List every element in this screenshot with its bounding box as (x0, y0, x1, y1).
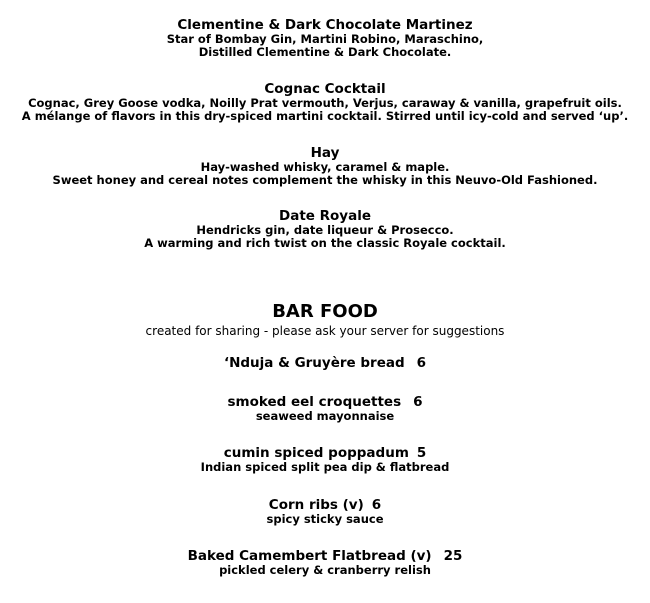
cocktail-ingredients: Star of Bombay Gin, Martini Robino, Maraschino, (166, 32, 484, 46)
cocktail-description: Sweet honey and cereal notes complement the whisky in this Neuvo-Old Fashioned. (52, 173, 598, 187)
food-item (0, 497, 650, 513)
section-title: BAR FOOD (272, 301, 378, 322)
cocktail-ingredients: Distilled Clementine & Dark Chocolate. (198, 45, 452, 59)
food-item-name: ‘Nduja & Gruyère bread (223, 355, 405, 371)
food-item-description: pickled celery & cranberry relish (219, 563, 431, 577)
food-item (0, 394, 650, 410)
food-item (0, 548, 650, 564)
food-item-name: Corn ribs (v) (268, 497, 364, 513)
food-item (0, 445, 650, 461)
cocktail-ingredients: Hay-washed whisky, caramel & maple. (200, 160, 450, 174)
food-item-name: cumin spiced poppadum (223, 445, 409, 461)
food-item-price: 6 (416, 355, 427, 371)
cocktail-description: A mélange of flavors in this dry-spiced martini cocktail. Stirred until icy-cold and served ‘up’. (21, 109, 629, 123)
food-item-description: spicy sticky sauce (266, 512, 384, 526)
food-item (0, 355, 650, 371)
food-item-price: 5 (416, 445, 427, 461)
cocktail-name: Hay (310, 145, 340, 161)
food-item-price: 6 (371, 497, 382, 513)
food-item-name: smoked eel croquettes (227, 394, 402, 410)
cocktail-description: A warming and rich twist on the classic Royale cocktail. (144, 236, 506, 250)
cocktail-name: Clementine & Dark Chocolate Martinez (177, 17, 473, 33)
cocktail-name: Cognac Cocktail (264, 81, 386, 97)
cocktail-name: Date Royale (279, 208, 371, 224)
food-item-name: Baked Camembert Flatbread (v) (187, 548, 432, 564)
cocktail-ingredients: Cognac, Grey Goose vodka, Noilly Prat vermouth, Verjus, caraway & vanilla, grapefruit oils. (28, 96, 622, 110)
food-item-price: 6 (413, 394, 423, 410)
food-item-description: Indian spiced split pea dip & flatbread (200, 460, 450, 474)
food-item-price: 25 (443, 548, 463, 564)
cocktail-ingredients: Hendricks gin, date liqueur & Prosecco. (196, 223, 454, 237)
food-item-description: seaweed mayonnaise (255, 409, 395, 423)
section-subtitle: created for sharing - please ask your server for suggestions (145, 324, 505, 338)
